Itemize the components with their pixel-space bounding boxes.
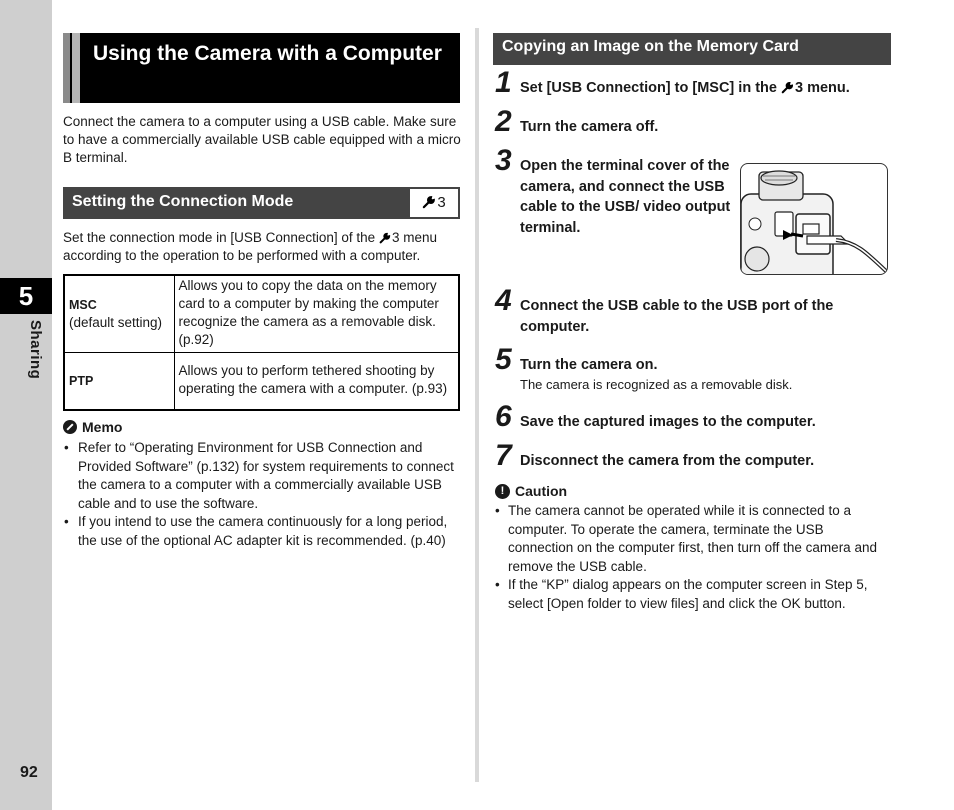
- page-title: Using the Camera with a Computer: [93, 42, 442, 65]
- step-number: 5: [495, 343, 512, 376]
- step-1: [495, 67, 850, 99]
- step-text: [520, 344, 792, 394]
- step-number: 6: [495, 400, 512, 433]
- list-item: • If you intend to use the camera continuously for a long period, the use of the optional AC adapter kit is recommended. (p.40): [63, 513, 463, 550]
- caution-icon: !: [495, 484, 510, 499]
- list-item: • If the “KP” dialog appears on the computer screen in Step 5, select [Open folder to view files] and click the OK button.: [495, 576, 891, 613]
- step-text: Open the terminal cover of the camera, and connect the USB cable to the USB/ video output terminal.: [520, 158, 731, 236]
- step-subtext: The camera is recognized as a removable disk.: [520, 376, 793, 392]
- section-title-connection-mode: Setting the Connection Mode: [72, 193, 294, 210]
- connection-mode-table: [63, 274, 460, 411]
- step-text: Connect the USB cable to the USB port of the computer.: [520, 298, 834, 335]
- step-text: [520, 67, 850, 99]
- intro-paragraph: Connect the camera to a computer using a USB cable. Make sure to have a commercially available USB cable equipped with a micro B terminal.: [63, 114, 461, 165]
- column-divider: [475, 28, 479, 782]
- mode-name: PTP: [69, 373, 94, 388]
- caution-list: [495, 502, 891, 613]
- step-4: [495, 285, 888, 337]
- step-2: [495, 106, 658, 138]
- step-text-main: Turn the camera on.: [520, 357, 658, 373]
- step-text: Disconnect the camera from the computer.: [520, 453, 815, 469]
- list-item: • The camera cannot be operated while it is connected to a computer. To operate the camera, terminate the USB connection on the computer first, then turn off the camera and remove the USB cable.: [495, 502, 891, 576]
- menu-reference-number: 3: [437, 194, 446, 211]
- connection-mode-text: Set the connection mode in [USB Connection] of the: [63, 230, 379, 245]
- step-number: 1: [495, 66, 512, 99]
- mode-description: Allows you to perform tethered shooting by operating the camera with a computer. (p.93): [174, 352, 459, 410]
- section-title-copying: Copying an Image on the Memory Card: [502, 38, 799, 55]
- camera-usb-illustration: [740, 163, 888, 275]
- caution-title: Caution: [515, 483, 568, 499]
- step-text-part: 3 menu.: [794, 80, 850, 96]
- step-number: 7: [495, 439, 512, 472]
- connection-mode-paragraph: [63, 229, 463, 265]
- mode-cell: [64, 275, 174, 352]
- table-row: [64, 352, 459, 410]
- step-3: [495, 145, 732, 238]
- step-text-part: Set [USB Connection] to [MSC] in the: [520, 80, 781, 96]
- wrench-icon: [422, 194, 437, 209]
- step-text: Turn the camera off.: [520, 119, 659, 135]
- chapter-side-tab: [0, 0, 52, 810]
- mode-note: (default setting): [69, 314, 163, 330]
- memo-icon: [63, 420, 77, 434]
- title-accent-bar: [63, 33, 70, 103]
- step-7: [495, 440, 814, 472]
- caution-heading: [495, 483, 567, 499]
- wrench-icon: [781, 80, 795, 94]
- page-number: 92: [20, 764, 38, 781]
- step-6: [495, 401, 816, 433]
- step-number: 3: [495, 144, 512, 177]
- chapter-number: 5: [0, 278, 52, 314]
- step-5: [495, 344, 792, 394]
- camera-illustration-svg: [741, 164, 888, 275]
- memo-list: [63, 439, 463, 550]
- wrench-icon: [379, 231, 392, 244]
- mode-description: Allows you to copy the data on the memory card to a computer by making the computer recognize the camera as a removable disk. (p.92): [174, 275, 459, 352]
- memo-title: Memo: [82, 419, 123, 435]
- title-accent-bar: [72, 33, 80, 103]
- connection-mode-text-menu: 3 menu according to the operation to be performed with a computer.: [63, 230, 437, 263]
- step-number: 4: [495, 284, 512, 317]
- step-number: 2: [495, 105, 512, 138]
- step-text: Save the captured images to the computer.: [520, 414, 816, 430]
- menu-reference-badge: [409, 188, 459, 218]
- mode-cell: [64, 352, 174, 410]
- list-item: • Refer to “Operating Environment for USB Connection and Provided Software” (p.132) for system requirements to connect the camera to a computer with a commercially available USB cable and to use the software.: [63, 439, 463, 513]
- table-row: [64, 275, 459, 352]
- memo-heading: [63, 419, 122, 435]
- chapter-label: Sharing: [27, 320, 44, 380]
- mode-name: MSC: [69, 297, 97, 312]
